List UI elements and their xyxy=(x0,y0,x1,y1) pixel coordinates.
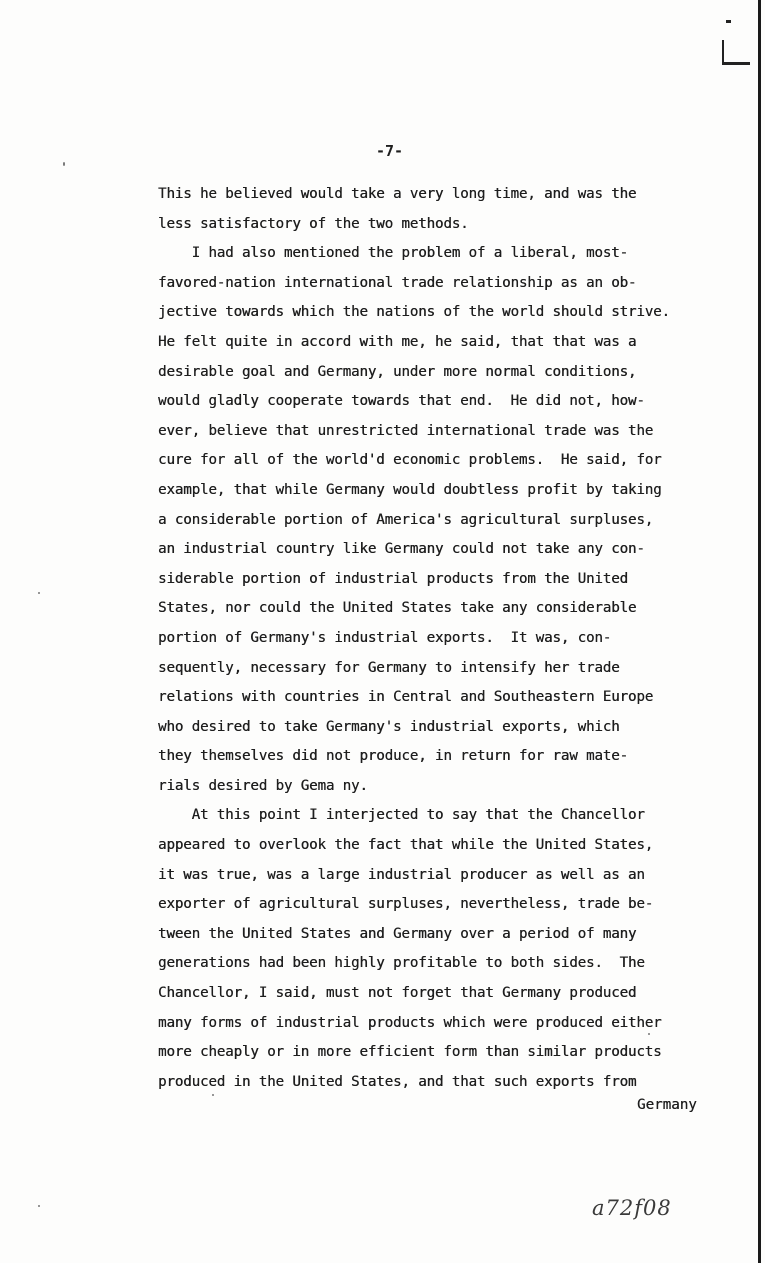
page-number: -7- xyxy=(376,142,404,160)
scan-speck xyxy=(212,1094,214,1096)
text-line: favored-nation international trade relationship as an ob- xyxy=(158,274,637,291)
text-line: an industrial country like Germany could not take any con- xyxy=(158,541,645,558)
text-line: siderable portion of industrial products from the United xyxy=(158,570,628,587)
text-line: appeared to overlook the fact that while the United States, xyxy=(158,837,654,854)
text-line: jective towards which the nations of the world should strive. xyxy=(158,304,670,321)
scan-speck xyxy=(648,1033,650,1035)
page-edge-shadow xyxy=(758,0,761,1263)
text-line: would gladly cooperate towards that end. He did not, how- xyxy=(158,393,645,410)
text-line: more cheaply or in more efficient form than similar products xyxy=(158,1044,662,1061)
corner-speck xyxy=(726,20,731,23)
text-line: He felt quite in accord with me, he said, that that was a xyxy=(158,333,637,350)
handwritten-reference-mark: a72f08 xyxy=(592,1196,672,1220)
text-line: cure for all of the world'd economic problems. He said, for xyxy=(158,452,662,469)
text-line: portion of Germany's industrial exports. It was, con- xyxy=(158,629,612,646)
text-line: desirable goal and Germany, under more normal conditions, xyxy=(158,363,637,380)
text-line: At this point I interjected to say that the Chancellor xyxy=(158,807,645,824)
scan-speck xyxy=(38,1205,40,1207)
text-line: example, that while Germany would doubtless profit by taking xyxy=(158,481,662,498)
text-line: they themselves did not produce, in return for raw mate- xyxy=(158,748,628,765)
text-line: States, nor could the United States take any considerable xyxy=(158,600,637,617)
text-line: it was true, was a large industrial producer as well as an xyxy=(158,866,645,883)
text-line: generations had been highly profitable to both sides. The xyxy=(158,955,645,972)
text-line: produced in the United States, and that such exports from xyxy=(158,1073,637,1090)
text-line: I had also mentioned the problem of a liberal, most- xyxy=(158,245,628,262)
text-line: exporter of agricultural surpluses, nevertheless, trade be- xyxy=(158,896,654,913)
text-line: many forms of industrial products which were produced either xyxy=(158,1014,662,1031)
corner-crop-mark xyxy=(722,40,750,65)
catchword: Germany xyxy=(637,1097,697,1113)
text-line: sequently, necessary for Germany to intensify her trade xyxy=(158,659,620,676)
scan-speck xyxy=(63,162,65,166)
body-text xyxy=(158,180,728,1097)
text-line: rials desired by Gema ny. xyxy=(158,777,368,794)
text-line: Chancellor, I said, must not forget that Germany produced xyxy=(158,985,637,1002)
text-line: This he believed would take a very long time, and was the xyxy=(158,186,637,202)
text-line: ever, believe that unrestricted international trade was the xyxy=(158,422,654,439)
text-line: less satisfactory of the two methods. xyxy=(158,215,469,232)
text-line: who desired to take Germany's industrial exports, which xyxy=(158,718,620,735)
text-line: a considerable portion of America's agricultural surpluses, xyxy=(158,511,654,528)
text-line: tween the United States and Germany over a period of many xyxy=(158,925,637,942)
text-line: relations with countries in Central and Southeastern Europe xyxy=(158,689,654,706)
scan-speck xyxy=(38,592,40,594)
